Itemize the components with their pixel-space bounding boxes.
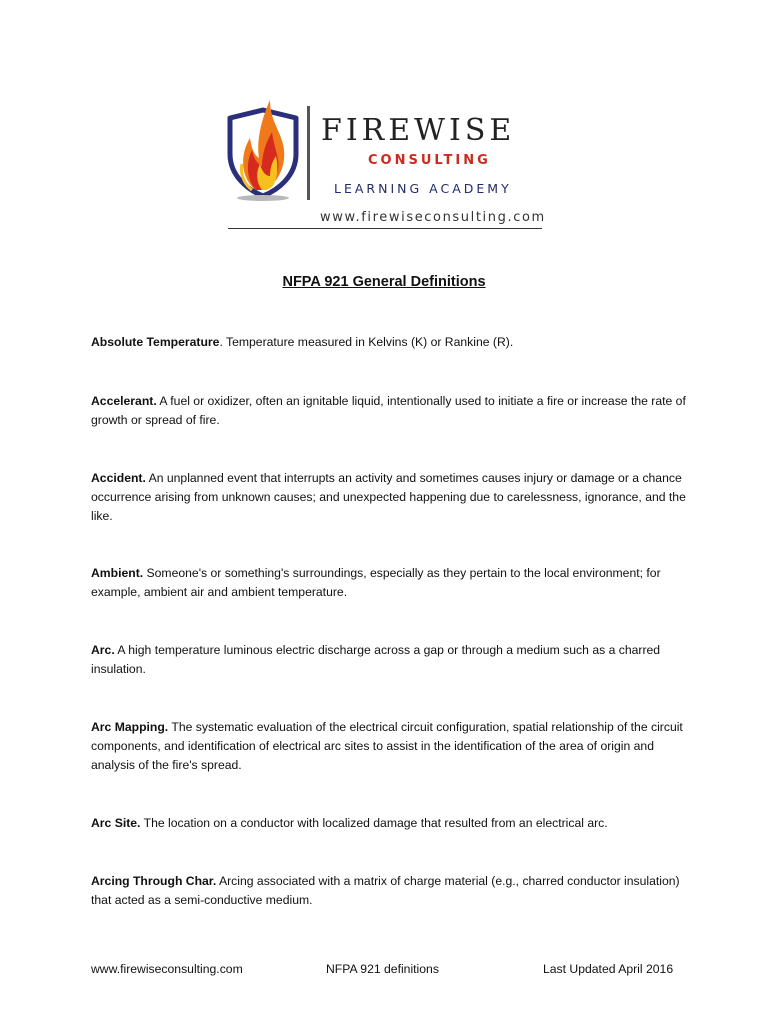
logo-tagline: LEARNING ACADEMY	[334, 181, 512, 196]
definition-accident	[91, 469, 691, 526]
definition-accelerant	[91, 392, 691, 430]
definition-text: Someone's or something's surroundings, especially as they pertain to the local environment; for example, ambient air and ambient temperature.	[91, 566, 661, 599]
definition-arc	[91, 641, 691, 679]
footer-last-updated: Last Updated April 2016	[543, 962, 674, 976]
definition-text: The systematic evaluation of the electrical circuit configuration, spatial relationship of the circuit components, and identification of electrical arc sites to assist in the identification of the area of origin and analysis of the fire's spread.	[91, 720, 683, 772]
definition-arcing-through-char	[91, 872, 691, 910]
definition-text: A fuel or oxidizer, often an ignitable liquid, intentionally used to initiate a fire or increase the rate of growth or spread of fire.	[91, 394, 686, 427]
definition-term: Arc Site.	[91, 816, 141, 830]
flame-shield-icon	[226, 92, 300, 202]
definition-term: Arc.	[91, 643, 115, 657]
logo-subtitle: CONSULTING	[368, 153, 491, 168]
definition-term: Arcing Through Char.	[91, 874, 217, 888]
footer-url: www.firewiseconsulting.com	[91, 962, 243, 976]
definition-term: Arc Mapping.	[91, 720, 169, 734]
definition-punct: .	[219, 335, 223, 349]
definition-arc-mapping	[91, 718, 691, 775]
definition-text: An unplanned event that interrupts an activity and sometimes causes injury or damage or a chance occurrence arising from unknown causes; and unexpected happening due to carelessness, ignorance, and the like.	[91, 471, 686, 523]
firewise-logo	[226, 92, 546, 232]
logo-underline	[228, 228, 542, 229]
logo-company-name: FIREWISE	[321, 113, 516, 148]
definition-absolute-temperature	[91, 333, 691, 352]
definition-ambient	[91, 564, 691, 602]
document-title: NFPA 921 General Definitions	[282, 274, 486, 290]
definition-text: Arcing associated with a matrix of charge material (e.g., charred conductor insulation) that acted as a semi-conductive medium.	[91, 874, 680, 907]
logo-divider	[307, 106, 310, 200]
definition-term: Ambient.	[91, 566, 144, 580]
footer-document-name: NFPA 921 definitions	[326, 962, 439, 976]
definition-term: Absolute Temperature	[91, 335, 220, 349]
definition-arc-site	[91, 814, 691, 833]
definition-term: Accident.	[91, 471, 146, 485]
definition-term: Accelerant.	[91, 394, 157, 408]
logo-url: www.firewiseconsulting.com	[320, 210, 546, 225]
definition-text: Temperature measured in Kelvins (K) or Rankine (R).	[222, 335, 514, 349]
definition-text: A high temperature luminous electric discharge across a gap or through a medium such as a charred insulation.	[91, 643, 661, 676]
definition-text: The location on a conductor with localized damage that resulted from an electrical arc.	[140, 816, 608, 830]
